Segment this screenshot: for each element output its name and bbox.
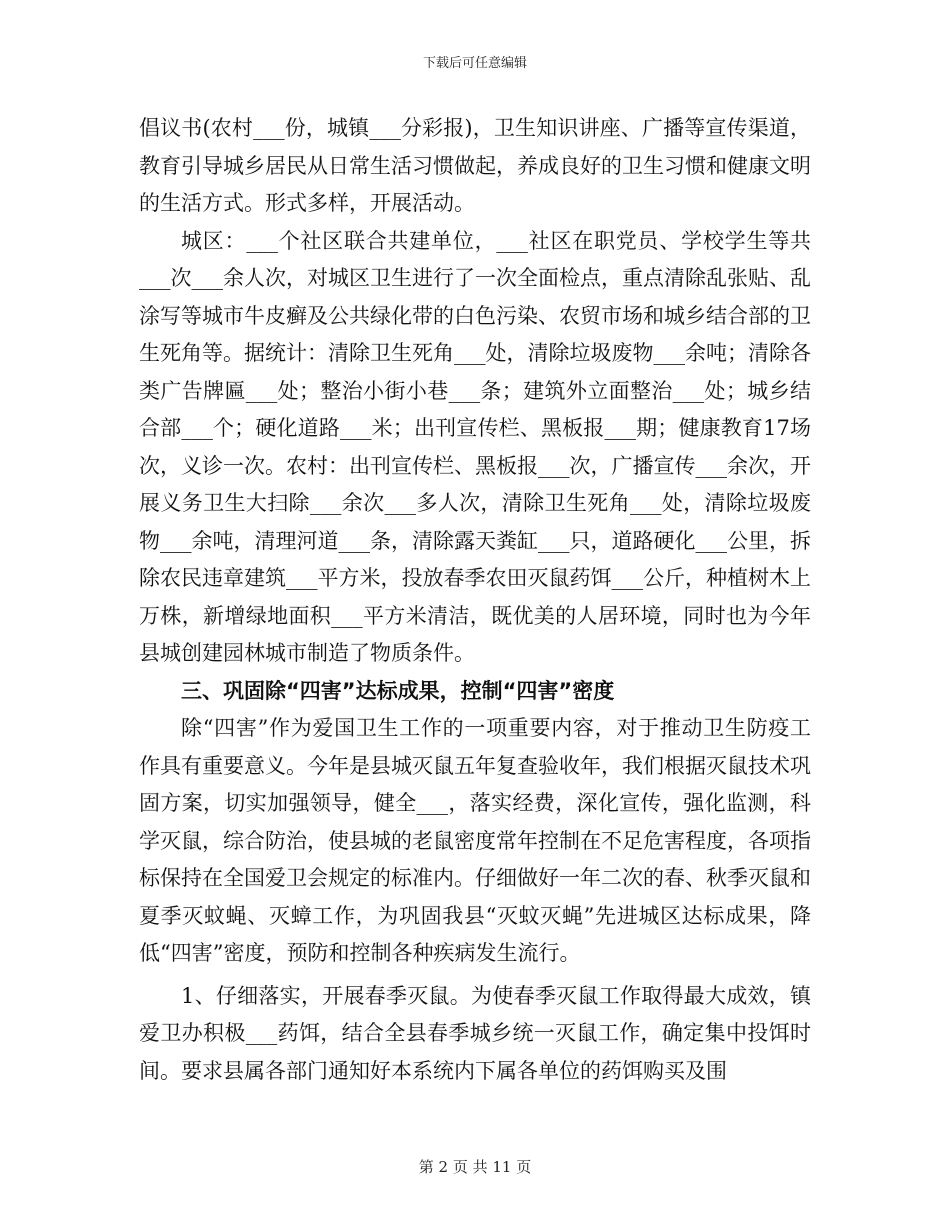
- paragraph-spring-rodent: 1、仔细落实，开展春季灭鼠。为使春季灭鼠工作取得最大成效，镇爱卫办积极___药饵，结合全县春季城乡统一灭鼠工作，确定集中投饵时间。要求县属各部门通知好本系统内下属各单位的药饵购买及围: [139, 983, 811, 1083]
- document-body: [139, 110, 811, 1090]
- paragraph-four-pests: 除“四害”作为爱国卫生工作的一项重要内容，对于推动卫生防疫工作具有重要意义。今年是县城灭鼠五年复查验收年，我们根据灭鼠技术巩固方案，切实加强领导，健全___，落实经费，深化宣传，强化监测，科学灭鼠，综合防治，使县城的老鼠密度常年控制在不足危害程度，各项指标保持在全国爱卫会规定的标准内。仔细做好一年二次的春、秋季灭鼠和夏季灭蚊蝇、灭蟑工作，为巩固我县“灭蚊灭蝇”先进城区达标成果，降低“四害”密度，预防和控制各种疾病发生流行。: [139, 716, 811, 965]
- paragraph-urban-rural: 城区：___个社区联合共建单位，___社区在职党员、学校学生等共___次___余人次，对城区卫生进行了一次全面检点，重点清除乱张贴、乱涂写等城市牛皮癣及公共绿化带的白色污染、农贸市场和城乡结合部的卫生死角等。据统计：清除卫生死角___处，清除垃圾废物___余吨；清除各类广告牌匾___处；整治小街小巷___条；建筑外立面整治___处；城乡结合部___个；硬化道路___米；出刊宣传栏、黑板报___期；健康教育17场次，义诊一次。农村：出刊宣传栏、黑板报___次，广播宣传___余次，开展义务卫生大扫除___余次___多人次，清除卫生死角___处，清除垃圾废物___余吨，清理河道___条，清除露天粪缸___只，道路硬化___公里，拆除农民违章建筑___平方米，投放春季农田灭鼠药饵___公斤，种植树木上万株，新增绿地面积___平方米清洁，既优美的人居环境，同时也为今年县城创建园林城市制造了物质条件。: [139, 228, 811, 665]
- paragraph-continuation: 倡议书(农村___份，城镇___分彩报)，卫生知识讲座、广播等宣传渠道，教育引导城乡居民从日常生活习惯做起，养成良好的卫生习惯和健康文明的生活方式。形式多样，开展活动。: [139, 116, 811, 215]
- section-heading: 三、巩固除“四害”达标成果，控制“四害”密度: [181, 678, 615, 703]
- page-header: 下载后可任意编辑: [422, 56, 527, 71]
- page-footer: 第 2 页 共 11 页: [418, 1158, 532, 1176]
